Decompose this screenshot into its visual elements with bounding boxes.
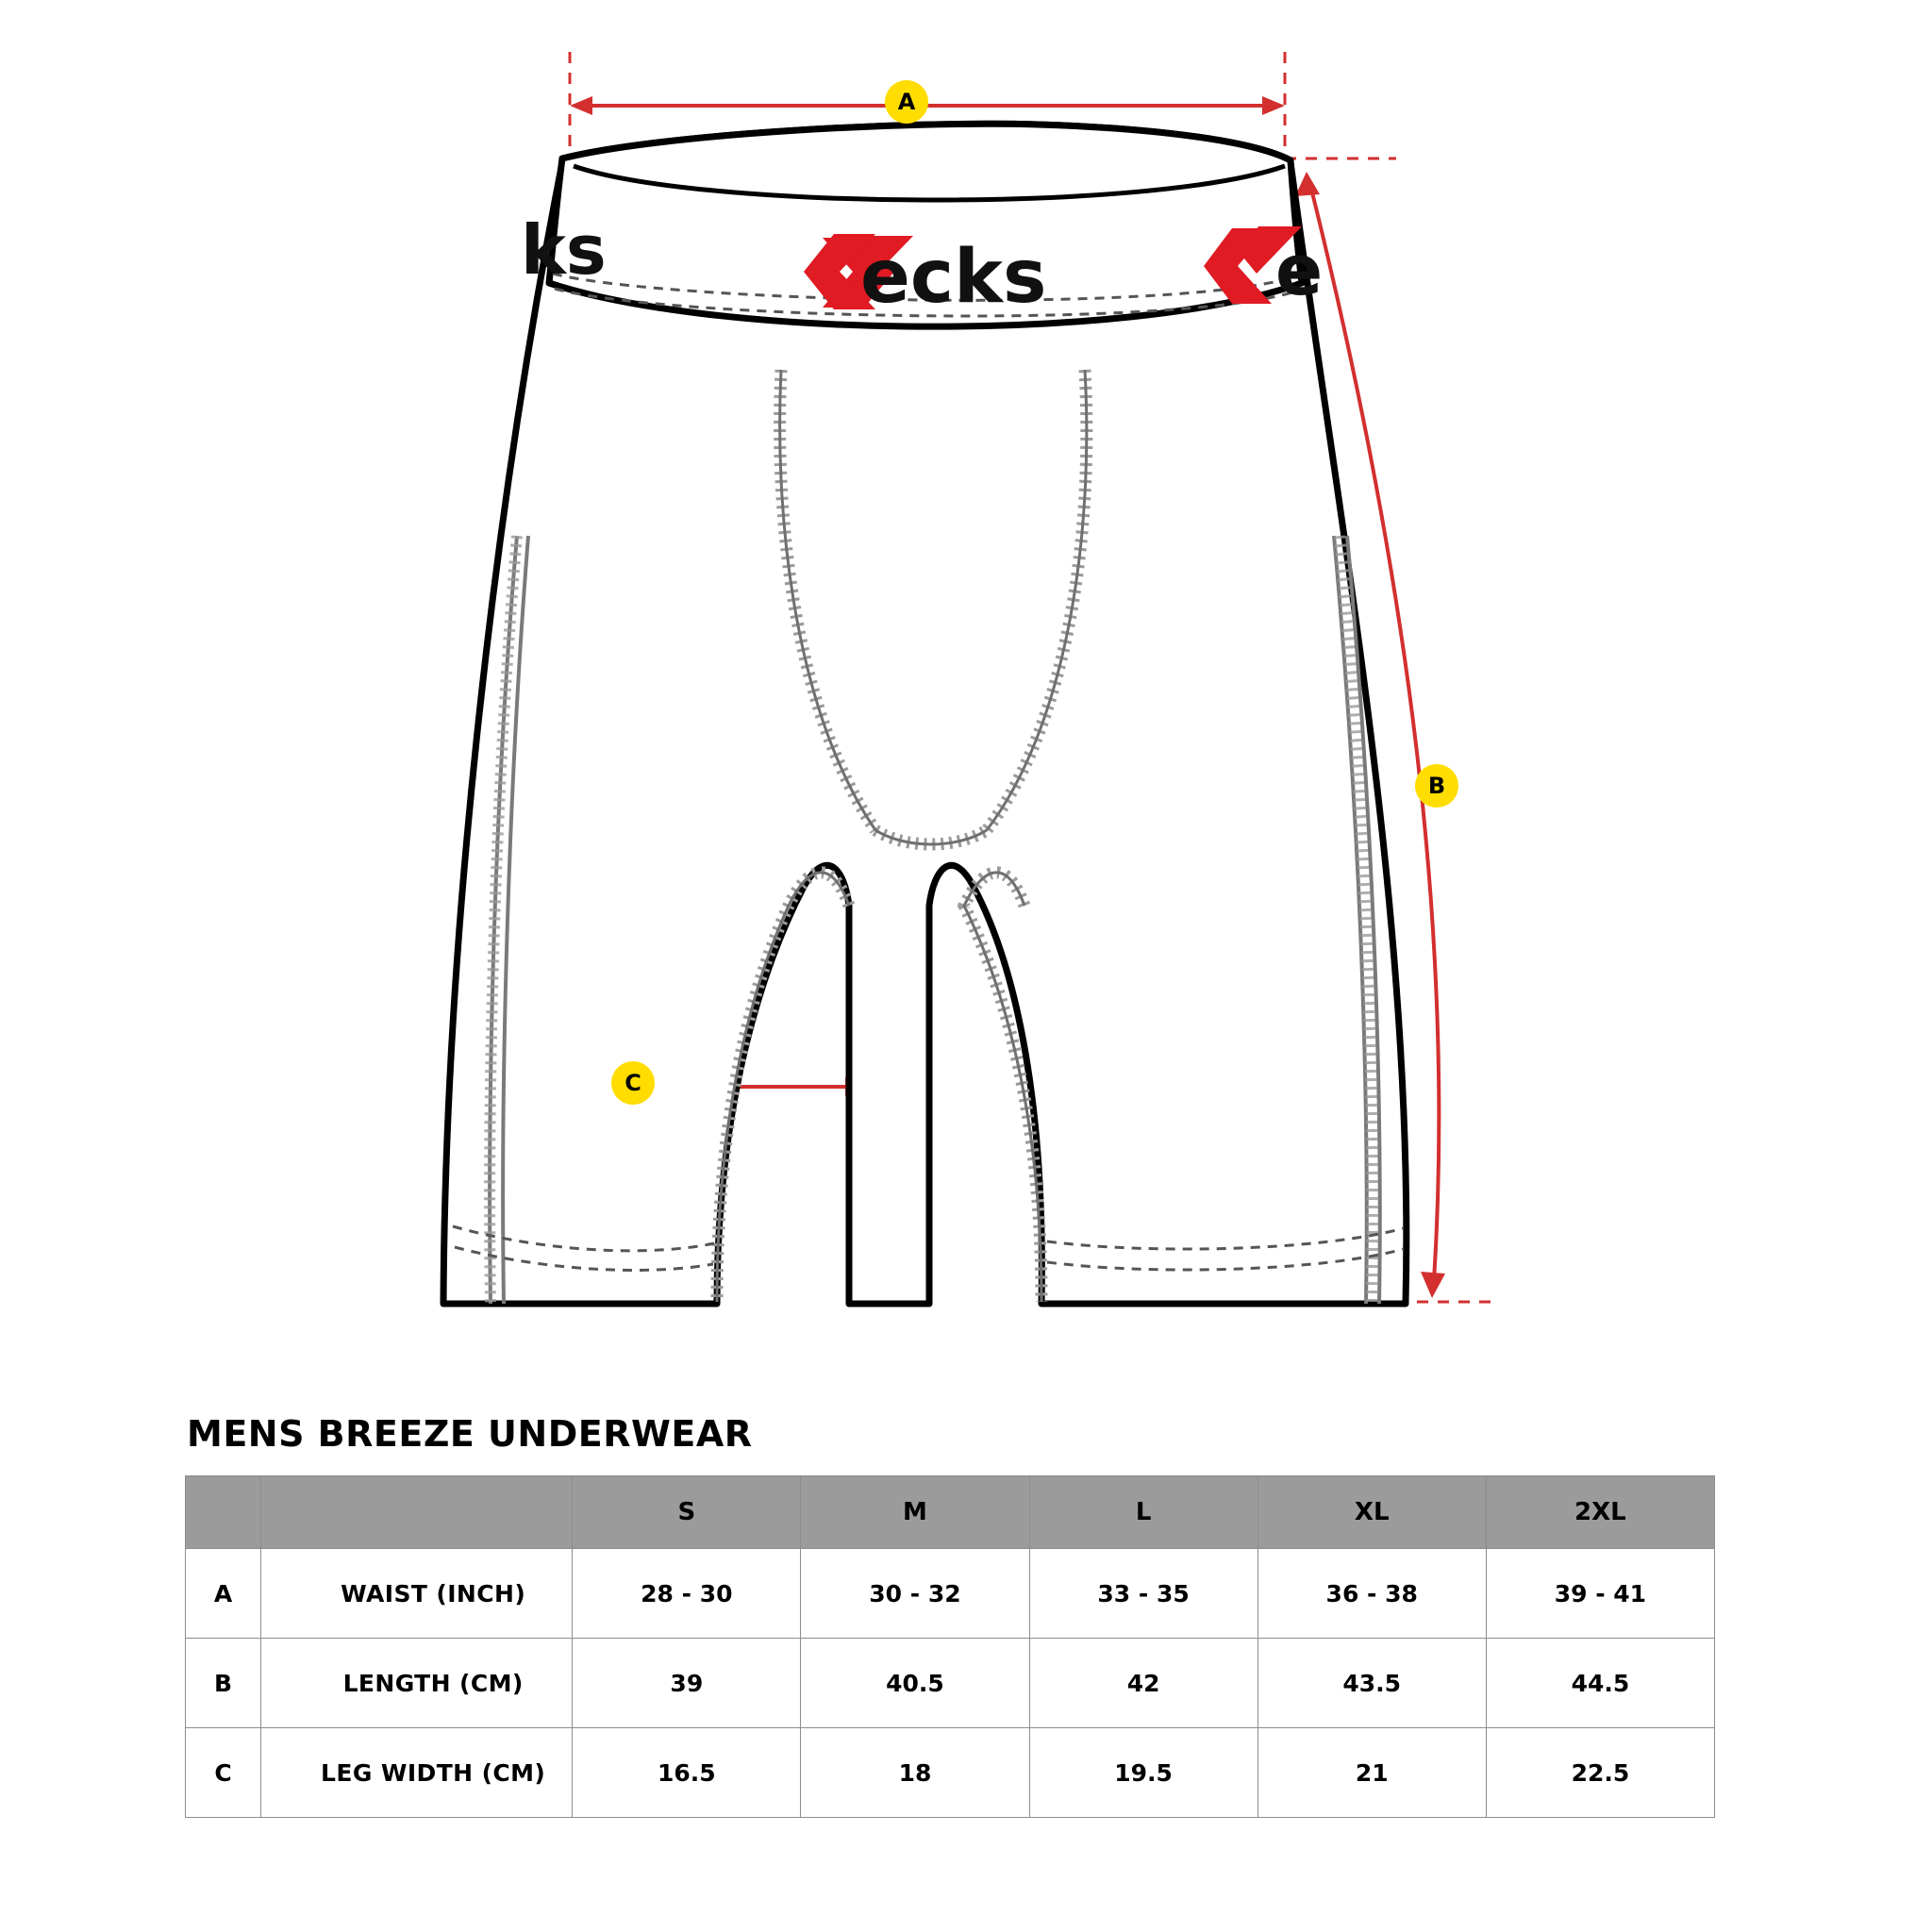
cell-waist-m: 30 - 32 [801,1549,1029,1639]
size-chart-table [185,1475,1715,1818]
cell-legwidth-xl: 21 [1257,1728,1486,1818]
cell-legwidth-s: 16.5 [573,1728,801,1818]
cell-waist-s: 28 - 30 [573,1549,801,1639]
table-row [186,1639,1715,1728]
measure-badge-c: C [611,1061,655,1105]
cell-length-2xl: 44.5 [1486,1639,1714,1728]
cell-legwidth-m: 18 [801,1728,1029,1818]
cell-length-s: 39 [573,1639,801,1728]
header-size-l: L [1029,1476,1257,1549]
header-size-s: S [573,1476,801,1549]
brand-logo-center [804,234,1046,320]
measure-badge-b: B [1415,764,1458,808]
cell-length-xl: 43.5 [1257,1639,1486,1728]
svg-text:e: e [1275,230,1324,311]
table-row [186,1549,1715,1639]
cell-waist-xl: 36 - 38 [1257,1549,1486,1639]
cell-length-m: 40.5 [801,1639,1029,1728]
cell-legwidth-2xl: 22.5 [1486,1728,1714,1818]
cell-waist-2xl: 39 - 41 [1486,1549,1714,1639]
row-key-b: B [186,1639,261,1728]
row-label-waist: WAIST (INCH) [261,1549,573,1639]
header-blank-label [261,1476,573,1549]
header-size-m: M [801,1476,1029,1549]
row-label-leg-width: LEG WIDTH (CM) [261,1728,573,1818]
row-key-a: A [186,1549,261,1639]
header-size-xl: XL [1257,1476,1486,1549]
svg-text:ecks: ecks [860,235,1047,320]
table-row [186,1728,1715,1818]
cell-legwidth-l: 19.5 [1029,1728,1257,1818]
header-blank-key [186,1476,261,1549]
page-title: MENS BREEZE UNDERWEAR [187,1413,753,1455]
table-header-row [186,1476,1715,1549]
header-size-2xl: 2XL [1486,1476,1714,1549]
size-chart-block [185,1413,1715,1818]
svg-text:ks: ks [521,210,607,290]
row-key-c: C [186,1728,261,1818]
cell-waist-l: 33 - 35 [1029,1549,1257,1639]
brand-logo-left-partial [521,209,607,290]
cell-length-l: 42 [1029,1639,1257,1728]
row-label-length: LENGTH (CM) [261,1639,573,1728]
measure-badge-a: A [885,80,928,124]
